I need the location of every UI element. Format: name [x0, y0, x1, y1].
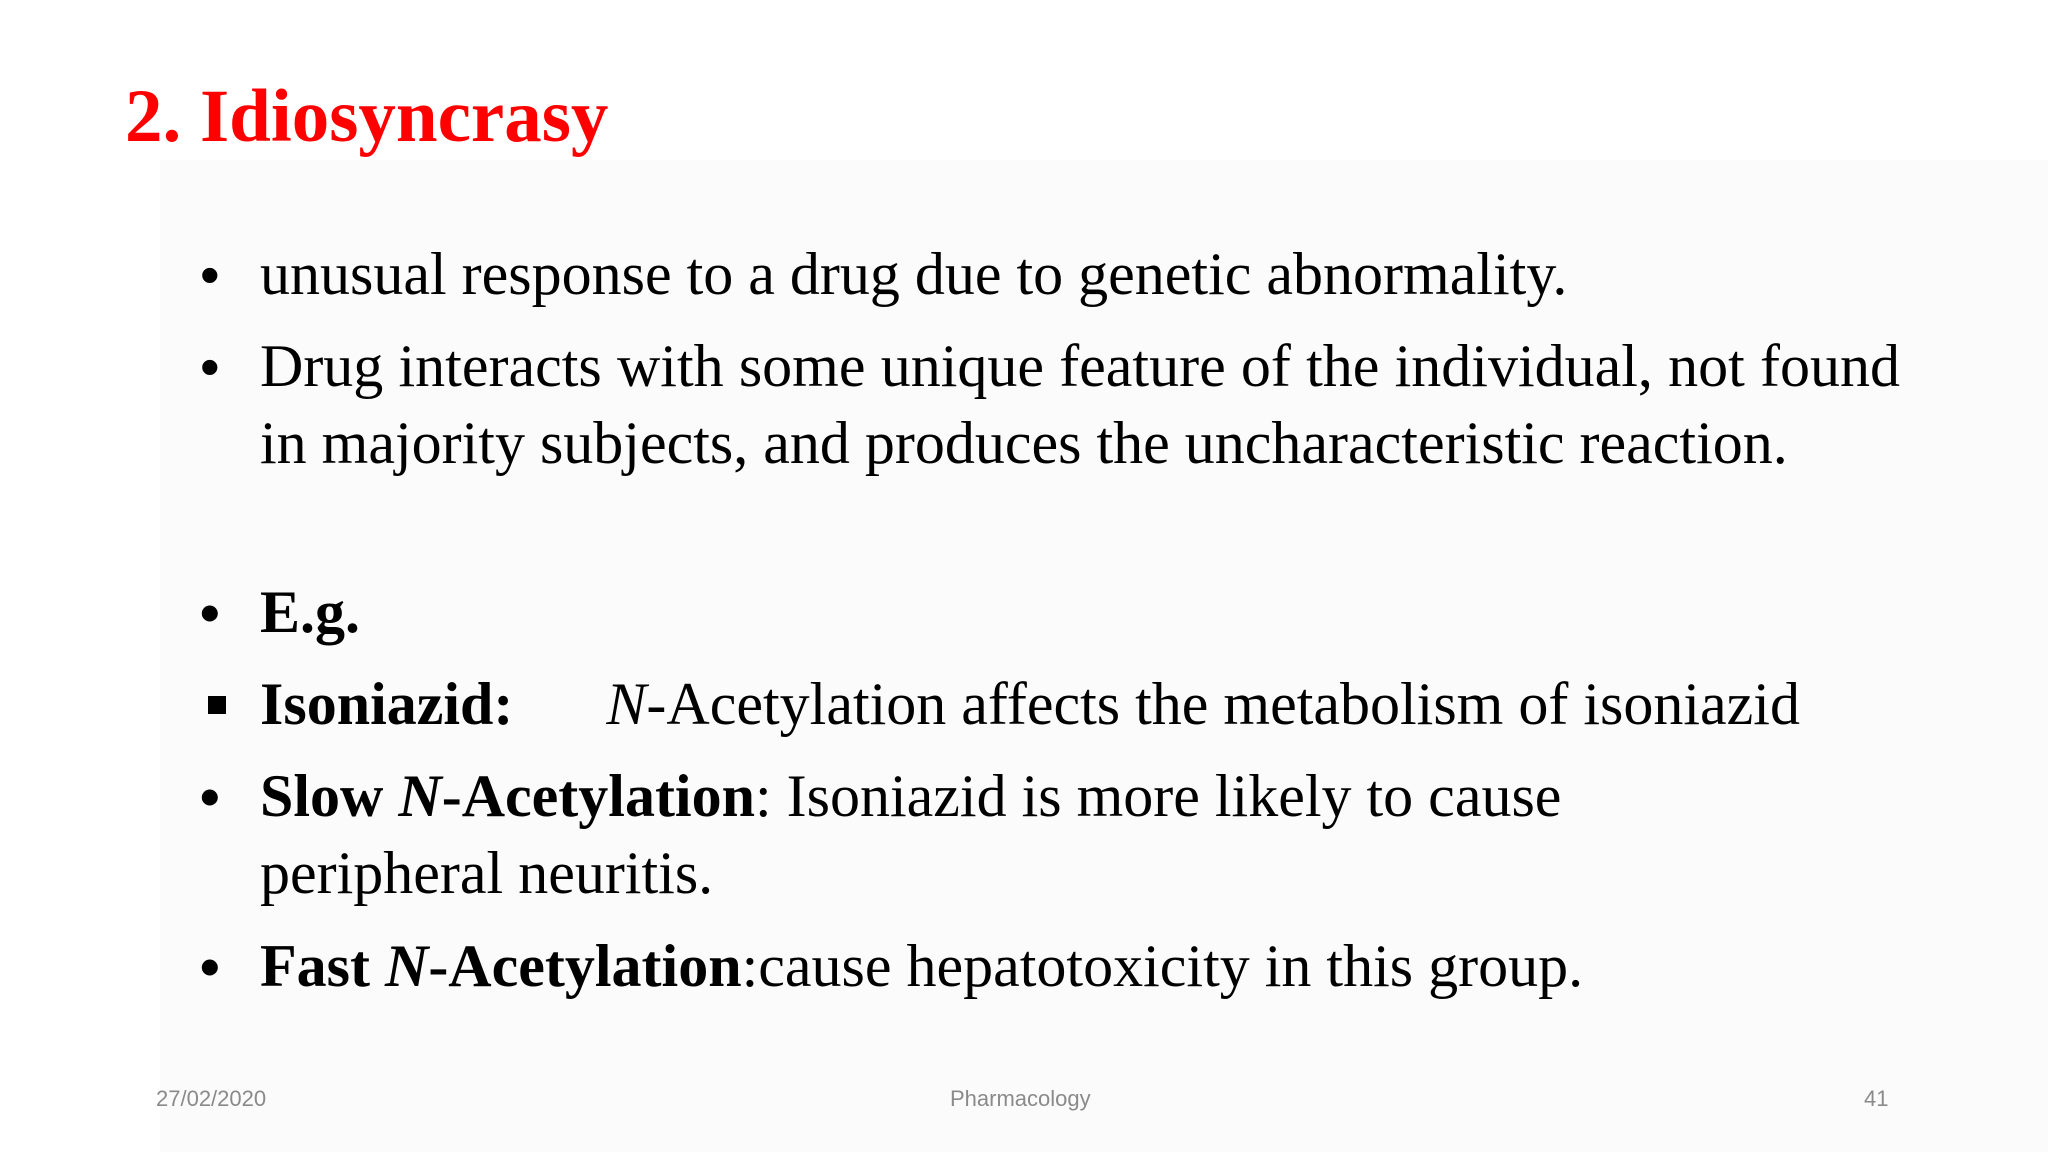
- bullet-text: unusual response to a drug due to genetic abnormality.: [260, 241, 1568, 307]
- bullet-dot-icon: •: [200, 335, 220, 398]
- bullet-rest-line1: : Isoniazid is more likely to cause: [754, 763, 1562, 829]
- bullet-text: [260, 928, 1900, 1005]
- bullet-dot-icon: •: [200, 581, 220, 644]
- footer-subject: Pharmacology: [950, 1086, 1091, 1111]
- bullet-dot-icon: •: [200, 935, 220, 998]
- bullet-label-italic: N: [398, 763, 442, 829]
- bullet-item-fast-acetylation: [200, 928, 1900, 1005]
- footer-page-number: 41: [1864, 1086, 1889, 1111]
- bullet-label-start: Fast: [260, 933, 385, 999]
- square-shape: [208, 696, 226, 714]
- bullet-label: Isoniazid:: [260, 671, 514, 737]
- bullet-rest: -Acetylation affects the metabolism of isoniazid: [646, 671, 1800, 737]
- italic-n: N: [606, 671, 647, 737]
- bullet-item-definition: [200, 236, 1900, 313]
- bullet-dot-icon: •: [200, 243, 220, 306]
- bullet-item-example: [200, 574, 1900, 651]
- bullet-dot-icon: •: [200, 765, 220, 828]
- bullet-label-end: -Acetylation: [441, 763, 755, 829]
- bullet-item-drug-interaction: [200, 328, 1900, 482]
- bullet-item-isoniazid: [200, 666, 1900, 743]
- bullet-item-slow-acetylation: [200, 758, 1900, 912]
- bullet-label-end: -Acetylation: [428, 933, 742, 999]
- bullet-text: [260, 666, 1900, 743]
- bullet-text: Drug interacts with some unique feature of the individual, not found in majority subjects, and produces the uncharacteristic reaction.: [260, 333, 1900, 476]
- bullet-rest-line2: peripheral neuritis.: [260, 840, 714, 906]
- bullet-label-italic: N: [384, 933, 429, 999]
- bullet-label-start: Slow: [260, 763, 399, 829]
- bullet-text: [260, 758, 1900, 912]
- bullet-text: E.g.: [260, 579, 361, 645]
- slide-title: 2. Idiosyncrasy: [125, 75, 609, 158]
- bullet-rest: :cause hepatotoxicity in this group.: [741, 933, 1584, 999]
- footer-date: 27/02/2020: [156, 1086, 267, 1111]
